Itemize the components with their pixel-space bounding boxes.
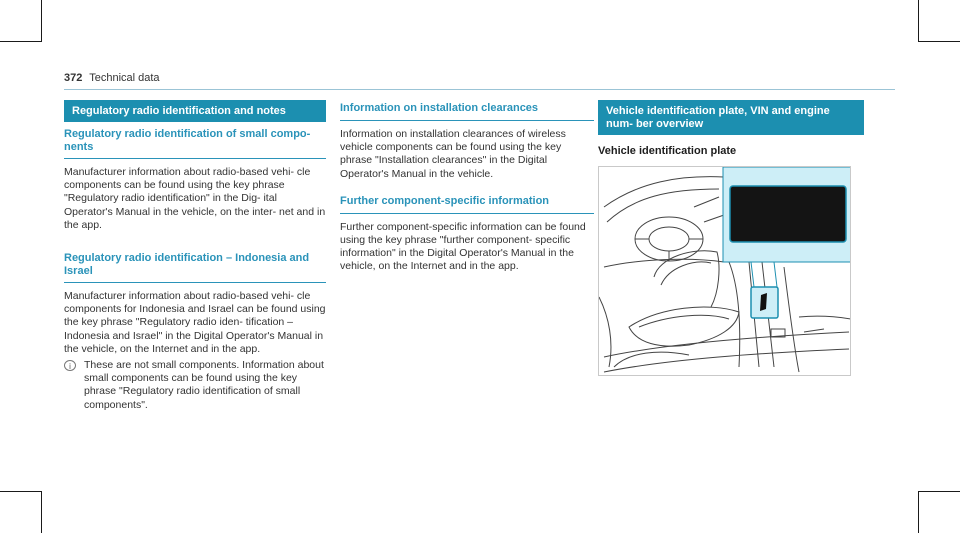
plate-marker [760, 293, 767, 311]
column-right [598, 100, 864, 376]
page-section-title: Technical data [89, 72, 160, 84]
note-text: These are not small components. Information about small components can be found using the key phrase "Regulatory radio identification of small components". [84, 359, 324, 411]
crop-mark [0, 41, 42, 42]
info-icon: i [64, 360, 76, 371]
paragraph: Manufacturer information about radio-based vehi- cle components can be found using the key phrase "Regulatory radio identification" in the Dig- ital Operator's Manual in the vehicle, on the inter- net and in the app. [64, 166, 326, 231]
subheading-id-plate: Vehicle identification plate [598, 145, 737, 157]
info-note [64, 359, 326, 412]
id-plate-closeup [730, 186, 846, 242]
subheading-further-info: Further component-specific information [340, 195, 594, 214]
page-number: 372 [64, 72, 83, 84]
paragraph: Information on installation clearances of wireless vehicle components can be found using the key phrase "Installation clearances" in the Digital Operator's Manual in the vehicle. [340, 128, 566, 180]
section-banner: Regulatory radio identification and notes [64, 100, 326, 122]
crop-mark [918, 491, 960, 492]
crop-mark [918, 0, 919, 42]
crop-mark [41, 491, 42, 533]
paragraph: Manufacturer information about radio-based vehi- cle components for Indonesia and Israel can be found using the key phrase "Regulatory radio iden- tification – Indonesia and Israel" in the Digital Operator's Manual in the vehicle, on the Internet and in the app. [64, 290, 326, 355]
crop-mark [41, 0, 42, 42]
page-header [64, 72, 160, 84]
vehicle-id-plate-illustration [598, 166, 851, 376]
crop-mark [0, 491, 42, 492]
column-middle [340, 100, 594, 274]
section-banner: Vehicle identification plate, VIN and engine num- ber overview [598, 100, 864, 135]
header-rule [64, 89, 895, 90]
crop-mark [918, 491, 919, 533]
car-interior-drawing [599, 167, 851, 376]
subheading-installation-clearances: Information on installation clearances [340, 102, 594, 121]
column-left [64, 100, 326, 412]
crop-mark [918, 41, 960, 42]
subheading-indonesia-israel: Regulatory radio identification – Indonesia and Israel [64, 252, 326, 283]
paragraph: Further component-specific information can be found using the key phrase "further component- specific information" in the Digital Operator's Manual in the vehicle, on the Internet and in the app. [340, 220, 586, 273]
subheading-small-components: Regulatory radio identification of small compo- nents [64, 128, 326, 159]
